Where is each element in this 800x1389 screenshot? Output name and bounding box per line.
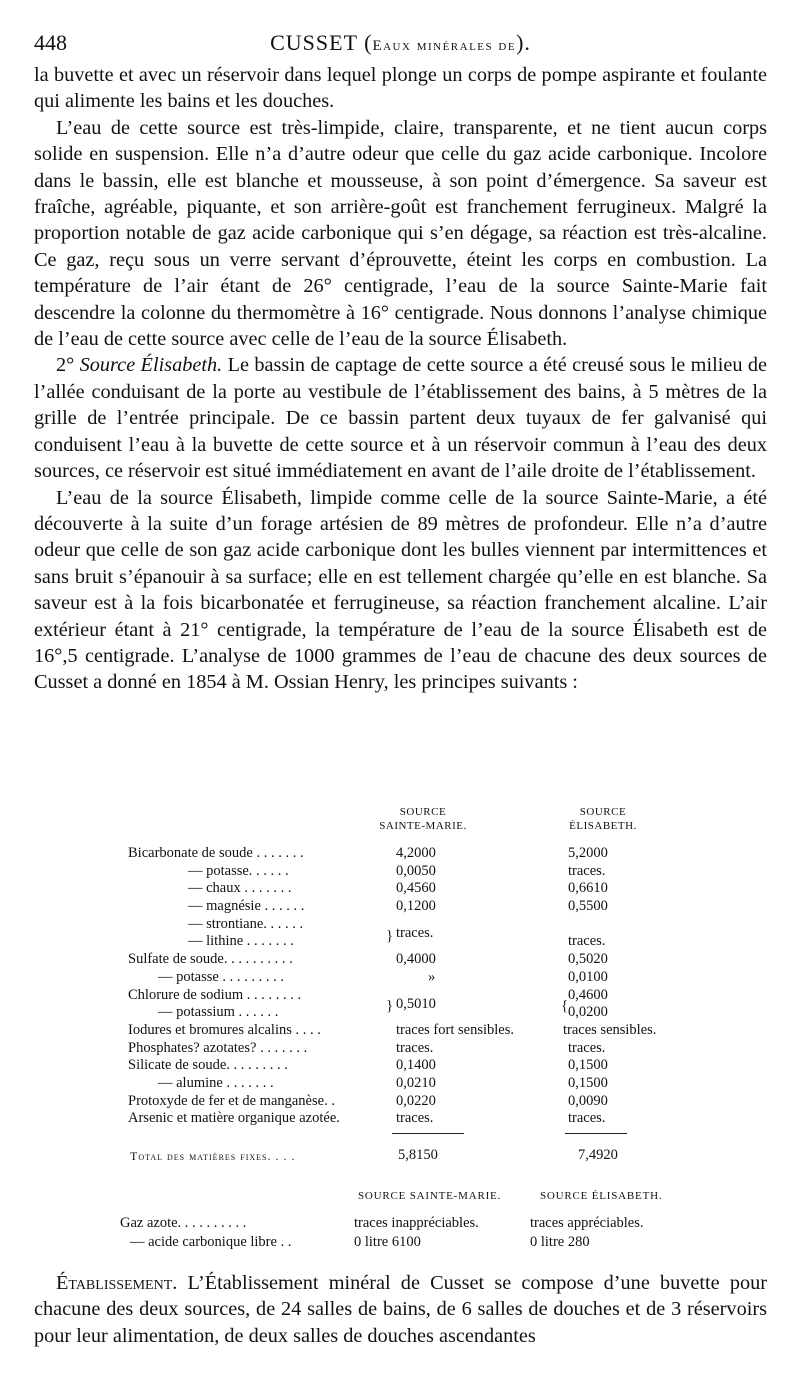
analysis-rows (128, 845, 657, 1128)
paragraph-5-lead: Établissement. (56, 1272, 178, 1294)
row-value-elisabeth: 0,5020 (568, 951, 608, 968)
body-text (34, 62, 767, 696)
paragraph-3-italic: Source Élisabeth. (79, 354, 223, 377)
row-label: Gaz azote. . . . . . . . . . (120, 1215, 247, 1231)
row-label: Iodures et bromures alcalins . . . . (128, 1021, 321, 1038)
table-row (128, 969, 648, 987)
row-value-sainte-marie: 0,4000 (396, 951, 436, 968)
row-value-elisabeth: 0,4600 (568, 986, 608, 1003)
row-value-sainte-marie: 0,5010 (396, 996, 436, 1013)
row-label: — strontiane. . . . . . (188, 915, 304, 932)
running-title (34, 30, 767, 56)
paragraph-3 (34, 352, 767, 484)
row-value-elisabeth: 0,1500 (568, 1057, 608, 1074)
row-value-elisabeth: traces sensibles. (563, 1021, 657, 1038)
row-value-sainte-marie: 0,0220 (396, 1092, 436, 1109)
table-row (128, 845, 648, 863)
row-value-sainte-marie: 4,2000 (396, 845, 436, 861)
row-label: Bicarbonate de soude . . . . . . . (128, 845, 304, 861)
title-end: ). (516, 30, 531, 55)
row-value-elisabeth: traces. (568, 1039, 606, 1056)
paragraph-3-text: Le bassin de captage de cette source a été creusé sous le milieu de l’allée conduisant de la porte au vestibule de l’établissement des bains, à 5 mètres de la grille de l’entrée principale. De ce bassin partent deux tuyaux de fer galvanisé qui conduisent l’eau à la buvette de cette source et à un réservoir commun à l’eau des deux sources, ce réservoir est situé immédiatement en avant de l’aile droite de l’établissement. (34, 354, 767, 483)
row-value-elisabeth: traces. (568, 862, 606, 879)
row-value-elisabeth: 5,2000 (568, 845, 608, 861)
table-row (128, 1040, 648, 1058)
total-label: Total des matières fixes. . . . (130, 1149, 296, 1163)
row-value-sainte-marie: » (428, 968, 436, 985)
total-value-elisabeth: 7,4920 (578, 1147, 618, 1163)
column-header-sainte-marie (368, 805, 478, 833)
column-header-line: ÉLISABETH. (569, 820, 637, 832)
total-rule (392, 1133, 464, 1134)
running-header (34, 30, 767, 60)
row-label: — magnésie . . . . . . (188, 898, 305, 915)
row-value-sainte-marie: 0,4560 (396, 880, 436, 897)
row-value-sainte-marie: traces fort sensibles. (396, 1021, 514, 1038)
row-label: — potasse. . . . . . (188, 862, 289, 879)
row-label: Phosphates? azotates? . . . . . . . (128, 1039, 308, 1056)
row-label: Sulfate de soude. . . . . . . . . . (128, 951, 293, 968)
brace-glyph: { (561, 998, 569, 1014)
column-header-elisabeth (548, 805, 658, 833)
row-value-elisabeth: 0,0200 (568, 1004, 608, 1021)
title-main: CUSSET ( (270, 30, 373, 55)
row-label: — potassium . . . . . . (158, 1004, 279, 1021)
paragraph-4: L’eau de la source Élisabeth, limpide comme celle de la source Sainte-Marie, a été découverte à la suite d’un forage artésien de 89 mètres de profondeur. Elle n’a d’autre odeur que celle de son gaz acide carbonique dont les bulles viennent par intermittences et sans bruit s’épanouir à sa surface; elle en est tellement chargée qu’elle en est blanche. Sa saveur est à la fois bicarbonatée et ferrugineuse, sa réaction franchement alcaline. L’air extérieur étant à 21° centigrade, la température de l’eau de la source Élisabeth est de 16°,5 centigrade. L’analyse de 1000 grammes de l’eau de chacune des deux sources de Cusset a donné en 1854 à M. Ossian Henry, les principes suivants : (34, 486, 767, 694)
row-value-sainte-marie: 0 litre 6100 (354, 1234, 421, 1250)
column-header-line: SOURCE (399, 806, 447, 818)
brace-glyph: } (386, 998, 394, 1014)
paragraph-3-lead: 2° (56, 354, 80, 377)
paragraph-1: la buvette et avec un réservoir dans lequel plonge un corps de pompe aspirante et foulante qui alimente les bains et les douches. (34, 64, 767, 113)
table-row (128, 898, 648, 916)
table-row (110, 1215, 670, 1234)
row-label: Silicate de soude. . . . . . . . . (128, 1057, 288, 1074)
row-value-sainte-marie: traces inappréciables. (354, 1215, 479, 1231)
paragraph-2: L’eau de cette source est très-limpide, claire, transparente, et ne tient aucun corps solide en suspension. Elle n’a d’autre odeur que celle du gaz acide carbonique. Incolore dans le bassin, elle est blanche et mousseuse, à son point d’émergence. Sa saveur est fraîche, agréable, piquante, et son arrière-goût est franchement ferrugineux. Malgré la proportion notable de gaz acide carbonique qui s’en dégage, sa réaction est très-alcaline. Ce gaz, reçu sous un verre servant d’éprouvette, éteint les corps en combustion. La température de l’air étant de 26° centigrade, l’eau de la source Sainte-Marie fait descendre la colonne du thermomètre à 16° centigrade. Nous donnons l’analyse chimique de l’eau de cette source avec celle de l’eau de la source Élisabeth. (34, 116, 767, 351)
column-header-line: SAINTE-MARIE. (379, 820, 467, 832)
row-value-sainte-marie: 0,1400 (396, 1057, 436, 1074)
etablissement-paragraph (34, 1270, 767, 1349)
row-value-elisabeth: 0,6610 (568, 880, 608, 897)
row-value-sainte-marie: 0,1200 (396, 898, 436, 915)
table-row (128, 1093, 648, 1111)
paragraph-5-text: L’Établissement minéral de Cusset se compose d’une buvette pour chacune des deux sources, de 24 salles de bains, de 6 salles de douches et de 3 réservoirs pour leur alimentation, de deux salles de douches ascendantes (34, 1272, 767, 1347)
total-value-sainte-marie: 5,8150 (398, 1147, 438, 1163)
table-row (128, 1057, 648, 1075)
table-row (128, 880, 648, 898)
row-label: — chaux . . . . . . . (188, 880, 292, 897)
row-label: — alumine . . . . . . . (158, 1074, 274, 1091)
row-value-elisabeth: 0,1500 (568, 1074, 608, 1091)
row-value-elisabeth: traces. (568, 933, 606, 950)
column-header-line: SOURCE (579, 806, 627, 818)
brace-glyph: } (386, 928, 394, 944)
row-value-sainte-marie: 0,0050 (396, 862, 436, 879)
title-small-caps: Eaux minérales de (372, 38, 517, 54)
gas-rows (110, 1215, 670, 1253)
gas-column-header-elisabeth: SOURCE ÉLISABETH. (540, 1190, 663, 1202)
total-rule (565, 1133, 627, 1134)
table-row (128, 1021, 657, 1040)
row-label: — lithine . . . . . . . (188, 933, 294, 950)
row-value-elisabeth: traces appréciables. (530, 1215, 644, 1231)
table-row (128, 1075, 648, 1093)
row-value-sainte-marie: traces. (396, 1110, 434, 1127)
row-label: — potasse . . . . . . . . . (158, 968, 285, 985)
row-value-elisabeth: 0 litre 280 (530, 1234, 590, 1250)
row-value-elisabeth: 0,5500 (568, 898, 608, 915)
row-value-sainte-marie: traces. (396, 925, 434, 942)
row-value-sainte-marie: traces. (396, 1039, 434, 1056)
row-label: Chlorure de sodium . . . . . . . . (128, 986, 302, 1003)
row-value-elisabeth: 0,0090 (568, 1092, 608, 1109)
row-label: Arsenic et matière organique azotée. (128, 1110, 340, 1127)
paragraph-5 (34, 1270, 767, 1349)
table-row (128, 951, 648, 969)
table-row (128, 1110, 648, 1128)
table-row (128, 863, 648, 881)
row-value-sainte-marie: 0,0210 (396, 1074, 436, 1091)
row-label: — acide carbonique libre . . (130, 1234, 292, 1250)
row-value-elisabeth: 0,0100 (568, 968, 608, 985)
page-number: 448 (34, 30, 67, 55)
table-row (110, 1234, 670, 1253)
row-value-elisabeth: traces. (568, 1110, 606, 1127)
row-label: Protoxyde de fer et de manganèse. . (128, 1092, 335, 1109)
gas-column-header-sainte-marie: SOURCE SAINTE-MARIE. (358, 1190, 502, 1202)
